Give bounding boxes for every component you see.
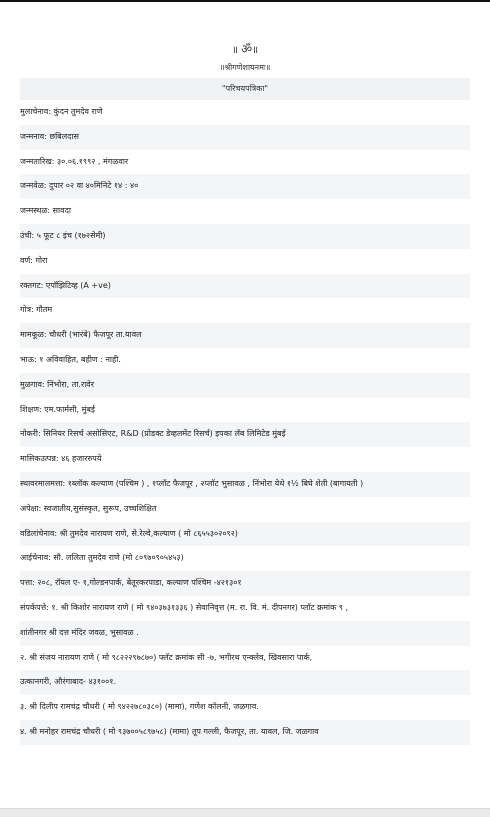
detail-birth-name: जन्मनाव: छबिलदास xyxy=(20,125,470,150)
om-symbol: ॐ xyxy=(241,42,253,56)
om-heading: ॥ ॐ॥ xyxy=(231,42,259,56)
detail-father: वडिलांचेनाव: श्री तुमदेव नारायण राणे, से.रेल्वे,कल्याण ( मो ८६५५३०२०९२) xyxy=(20,522,470,547)
detail-contact-4: ४. श्री मनोहर रामचंद्र चौधरी ( मो ९३७००५८९७५८) (मामा) तूप गल्ली, फैजपूर, ता. यावल, जि. जळगाव xyxy=(20,720,470,745)
detail-education: शिक्षण: एम.फार्मसी, मुंबई xyxy=(20,404,95,414)
detail-address: पत्ता: २०८, रॉयल ए- १,गोल्डनपार्क, बेतूरकरपाडा, कल्याण पश्चिम -४२१३०१ xyxy=(20,571,470,596)
detail-contact-2: २. श्री संजय नारायण राणे ( मो ९८२२२९७८७०) फ्लॅट क्रमांक सी -७, भगीरथ एन्क्लेव, खिवसारा पार्क, xyxy=(20,652,313,662)
detail-birth-time: जन्मवेळ: दुपार ०२ वा ४०मिनिटे १४ : ४० xyxy=(20,174,470,199)
detail-income: मासिकउत्पन्न: ४६ हजाररुपये xyxy=(20,454,102,464)
document-title: "परिचयपत्रिका" xyxy=(20,78,470,100)
detail-property: स्थावरमालमत्ता: १ब्लॉक कल्याण (पश्चिम ) , १प्लॉट फैजपूर , २प्लॉट भुसावळ , निंभोरा येथे १½ बिघे शेती (बागायती ) xyxy=(20,472,470,497)
biodata-document xyxy=(20,40,470,745)
detail-birth-date: जन्मतारिख: ३०.०६.१९९२ , मंगळवार xyxy=(20,156,129,166)
top-border xyxy=(0,0,490,2)
detail-contact-1: संपर्कपत्ते: १. श्री किशोर नारायण राणे ( मो ९४०३७३१३३६ ) सेवानिवृत्त (म. रा. वि. मं. दीपनगर) प्लॉट क्रमांक ९ , xyxy=(20,602,349,612)
detail-complexion: वर्ण: गोरा xyxy=(20,255,48,265)
details-list xyxy=(20,100,470,745)
detail-height: उंची: ५ फूट ८ इंच (१७२सेमी) xyxy=(20,224,470,249)
detail-occupation: नोकरी: सिनियर रिसर्च असोसिएट, R&D (प्रोडक्ट डेव्हलमेंट रिसर्च) इपका लॅब लिमिटेड मुंबई xyxy=(20,422,470,447)
detail-blood-group: रक्तगट: एपॉझिटिव्ह (A +ve) xyxy=(20,274,470,299)
detail-maternal-family: मामकूळ: चौधरी (भारंबे) फैजपूर ता.यावल xyxy=(20,323,470,348)
detail-name: मुलाचेनाव: कुंदन तुमदेव राणे xyxy=(20,107,103,116)
detail-contact-1-cont: शांतीनगर श्री दत्त मंदिर जवळ, भुसावळ . xyxy=(20,621,470,646)
detail-expectations: अपेक्षा: स्वजातीय,सुसंस्कृत, सुरूप, उच्चशिक्षित xyxy=(20,503,157,513)
detail-gotra: गोत्र: गौतम xyxy=(20,305,53,315)
detail-mother: आईचेनाव: सौ. ललिता तुमदेव राणे (मो ८०९७०९०५४५३) xyxy=(20,553,184,563)
shriganesh-heading: ॥श्रीगणेशायनमः॥ xyxy=(219,63,271,72)
detail-birth-place: जन्मस्थळ: सावदा xyxy=(20,206,71,216)
detail-native-place: मुळगाव: निंभोरा, ता.रावेर xyxy=(20,373,470,398)
detail-siblings: भाऊ: १ अविवाहित, बहीण : नाही. xyxy=(20,354,121,364)
detail-contact-3: ३. श्री दिलीप रामचंद्र चौधरी ( मो ९४२२७८०३८०) (मामा), गणेश कॉलनी, जळगाव. xyxy=(20,702,259,712)
detail-contact-2-cont: उत्कानगरी, औरंगाबाद- ४३१००१. xyxy=(20,670,470,695)
